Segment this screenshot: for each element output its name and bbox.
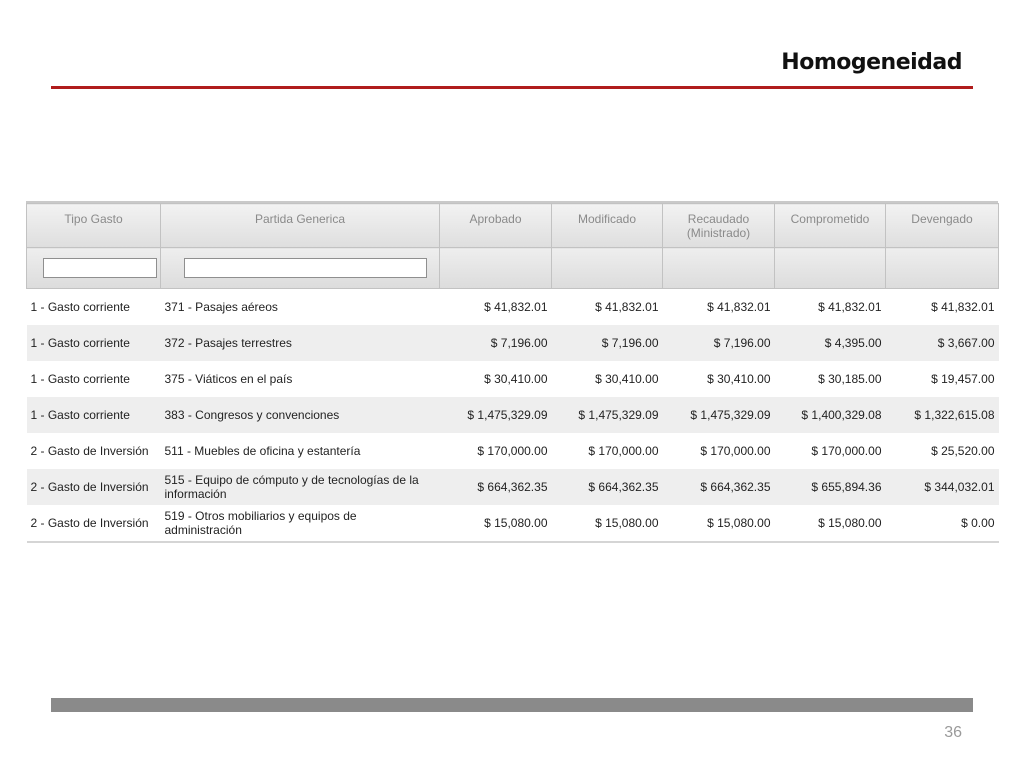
cell-modificado: $ 7,196.00: [552, 325, 663, 361]
budget-table: [26, 203, 999, 543]
cell-aprobado: $ 30,410.00: [440, 361, 552, 397]
cell-tipo-gasto: 1 - Gasto corriente: [27, 397, 161, 433]
cell-tipo-gasto: 1 - Gasto corriente: [27, 325, 161, 361]
cell-devengado: $ 41,832.01: [886, 289, 999, 326]
filter-cell-partida-generica: [161, 248, 440, 289]
cell-recaudado: $ 7,196.00: [663, 325, 775, 361]
column-header-devengado[interactable]: Devengado: [886, 204, 999, 248]
cell-recaudado: $ 30,410.00: [663, 361, 775, 397]
table-row[interactable]: [27, 325, 999, 361]
cell-partida-generica: 375 - Viáticos en el país: [161, 361, 440, 397]
cell-modificado: $ 30,410.00: [552, 361, 663, 397]
cell-recaudado: $ 170,000.00: [663, 433, 775, 469]
cell-aprobado: $ 41,832.01: [440, 289, 552, 326]
filter-cell-tipo-gasto: [27, 248, 161, 289]
cell-comprometido: $ 41,832.01: [775, 289, 886, 326]
cell-modificado: $ 1,475,329.09: [552, 397, 663, 433]
cell-partida-generica: 383 - Congresos y convenciones: [161, 397, 440, 433]
cell-devengado: $ 0.00: [886, 505, 999, 542]
cell-tipo-gasto: 2 - Gasto de Inversión: [27, 433, 161, 469]
cell-aprobado: $ 664,362.35: [440, 469, 552, 505]
column-header-aprobado[interactable]: Aprobado: [440, 204, 552, 248]
title-divider: [51, 86, 973, 89]
cell-tipo-gasto: 1 - Gasto corriente: [27, 289, 161, 326]
cell-devengado: $ 19,457.00: [886, 361, 999, 397]
cell-devengado: $ 344,032.01: [886, 469, 999, 505]
cell-partida-generica: 519 - Otros mobiliarios y equipos de administración: [161, 505, 440, 542]
column-header-recaudado-label: Recaudado (Ministrado): [686, 212, 751, 240]
column-header-tipo-gasto[interactable]: Tipo Gasto: [27, 204, 161, 248]
cell-comprometido: $ 655,894.36: [775, 469, 886, 505]
table-row[interactable]: [27, 505, 999, 542]
column-header-recaudado[interactable]: [663, 204, 775, 248]
filter-cell-comprometido: [775, 248, 886, 289]
table-row[interactable]: [27, 433, 999, 469]
cell-recaudado: $ 15,080.00: [663, 505, 775, 542]
cell-modificado: $ 664,362.35: [552, 469, 663, 505]
cell-tipo-gasto: 2 - Gasto de Inversión: [27, 505, 161, 542]
cell-devengado: $ 1,322,615.08: [886, 397, 999, 433]
column-header-comprometido[interactable]: Comprometido: [775, 204, 886, 248]
cell-comprometido: $ 1,400,329.08: [775, 397, 886, 433]
cell-aprobado: $ 1,475,329.09: [440, 397, 552, 433]
cell-tipo-gasto: 2 - Gasto de Inversión: [27, 469, 161, 505]
cell-comprometido: $ 15,080.00: [775, 505, 886, 542]
cell-devengado: $ 25,520.00: [886, 433, 999, 469]
cell-comprometido: $ 4,395.00: [775, 325, 886, 361]
table-body: [27, 289, 999, 543]
filter-cell-aprobado: [440, 248, 552, 289]
cell-partida-generica: 372 - Pasajes terrestres: [161, 325, 440, 361]
cell-comprometido: $ 170,000.00: [775, 433, 886, 469]
cell-modificado: $ 170,000.00: [552, 433, 663, 469]
cell-modificado: $ 41,832.01: [552, 289, 663, 326]
slide-title: Homogeneidad: [781, 50, 962, 75]
filter-cell-modificado: [552, 248, 663, 289]
header-row: [27, 204, 999, 248]
budget-grid: [26, 201, 998, 543]
table-row[interactable]: [27, 397, 999, 433]
table-row[interactable]: [27, 469, 999, 505]
cell-partida-generica: 511 - Muebles de oficina y estantería: [161, 433, 440, 469]
cell-recaudado: $ 1,475,329.09: [663, 397, 775, 433]
cell-aprobado: $ 15,080.00: [440, 505, 552, 542]
cell-devengado: $ 3,667.00: [886, 325, 999, 361]
partida-generica-filter-input[interactable]: [184, 258, 427, 278]
cell-tipo-gasto: 1 - Gasto corriente: [27, 361, 161, 397]
column-header-modificado[interactable]: Modificado: [552, 204, 663, 248]
filter-row: [27, 248, 999, 289]
filter-cell-recaudado: [663, 248, 775, 289]
footer-bar: [51, 698, 973, 712]
table-row[interactable]: [27, 361, 999, 397]
cell-partida-generica: 515 - Equipo de cómputo y de tecnologías de la información: [161, 469, 440, 505]
cell-partida-generica: 371 - Pasajes aéreos: [161, 289, 440, 326]
column-header-partida-generica[interactable]: Partida Generica: [161, 204, 440, 248]
cell-modificado: $ 15,080.00: [552, 505, 663, 542]
cell-recaudado: $ 41,832.01: [663, 289, 775, 326]
filter-cell-devengado: [886, 248, 999, 289]
tipo-gasto-filter-input[interactable]: [43, 258, 157, 278]
cell-aprobado: $ 170,000.00: [440, 433, 552, 469]
cell-comprometido: $ 30,185.00: [775, 361, 886, 397]
page-number: 36: [944, 724, 962, 741]
cell-aprobado: $ 7,196.00: [440, 325, 552, 361]
table-row[interactable]: [27, 289, 999, 326]
cell-recaudado: $ 664,362.35: [663, 469, 775, 505]
